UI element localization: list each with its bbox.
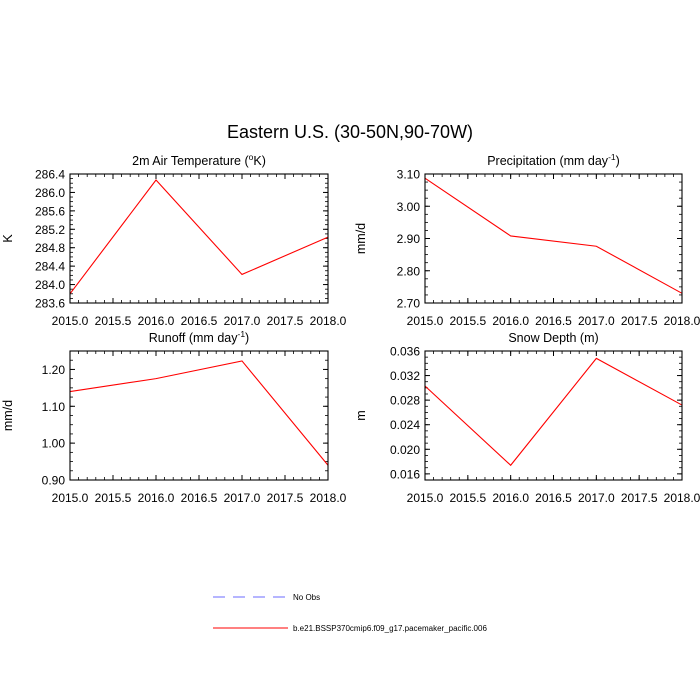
y-tick-label: 0.020 bbox=[389, 442, 420, 457]
y-tick-label: 0.036 bbox=[389, 344, 420, 359]
y-tick-label: 0.032 bbox=[389, 369, 420, 384]
panel-title bbox=[132, 152, 266, 168]
x-tick-label: 2015.5 bbox=[449, 314, 487, 328]
panel-title bbox=[508, 331, 598, 345]
y-tick-label: 3.10 bbox=[396, 167, 420, 182]
y-tick-label: 2.90 bbox=[396, 232, 420, 246]
y-tick-label: 286.4 bbox=[34, 167, 65, 182]
x-tick-label: 2015.0 bbox=[406, 491, 444, 505]
x-tick-label: 2017.0 bbox=[577, 314, 615, 328]
x-tick-label: 2015.0 bbox=[406, 314, 444, 328]
x-tick-label: 2017.5 bbox=[620, 491, 658, 505]
y-tick-label: 285.2 bbox=[34, 222, 65, 237]
panel-title-text: Snow Depth (m) bbox=[508, 331, 599, 345]
x-tick-label: 2018.0 bbox=[663, 314, 700, 328]
y-axis-label: m bbox=[354, 410, 368, 421]
y-tick-label: 0.90 bbox=[41, 473, 65, 488]
x-tick-label: 2018.0 bbox=[309, 314, 347, 328]
x-tick-label: 2017.0 bbox=[577, 491, 615, 505]
y-axis-label: K bbox=[1, 234, 15, 243]
y-tick-label: 1.20 bbox=[41, 362, 65, 377]
panel-title-text: Runoff (mm day bbox=[148, 331, 238, 345]
x-tick-label: 2016.0 bbox=[137, 314, 175, 328]
x-tick-label: 2017.0 bbox=[223, 491, 261, 505]
panel-title-superscript: -1 bbox=[237, 329, 246, 339]
panel-title-text: Precipitation (mm day bbox=[487, 154, 609, 168]
y-tick-label: 0.024 bbox=[389, 418, 420, 433]
panel-title-text: 2m Air Temperature ( bbox=[132, 154, 249, 168]
y-tick-label: 284.0 bbox=[34, 278, 65, 293]
x-tick-label: 2016.5 bbox=[180, 491, 218, 505]
x-tick-label: 2018.0 bbox=[663, 491, 700, 505]
x-tick-label: 2017.5 bbox=[266, 491, 304, 505]
panel-title-tail: ) bbox=[245, 331, 250, 345]
panel-title-superscript: -1 bbox=[608, 152, 616, 162]
x-tick-label: 2015.0 bbox=[51, 491, 89, 505]
x-tick-label: 2017.5 bbox=[620, 314, 658, 328]
y-tick-label: 284.8 bbox=[34, 241, 65, 256]
y-tick-label: 284.4 bbox=[34, 259, 65, 274]
y-tick-label: 286.0 bbox=[34, 185, 65, 200]
figure-title: Eastern U.S. (30-50N,90-70W) bbox=[226, 122, 474, 142]
x-tick-label: 2016.5 bbox=[180, 314, 218, 328]
y-axis-label: mm/d bbox=[354, 222, 368, 255]
y-tick-label: 285.6 bbox=[34, 204, 65, 219]
y-tick-label: 2.80 bbox=[396, 264, 420, 279]
y-tick-label: 0.016 bbox=[389, 467, 420, 482]
x-tick-label: 2016.0 bbox=[492, 491, 530, 505]
panel-title-superscript: o bbox=[248, 152, 254, 162]
x-tick-label: 2015.5 bbox=[449, 491, 487, 505]
x-tick-label: 2016.5 bbox=[535, 314, 572, 328]
panel-title-tail: K) bbox=[253, 154, 266, 168]
y-tick-label: 2.70 bbox=[396, 296, 420, 311]
x-tick-label: 2018.0 bbox=[309, 491, 347, 505]
panel-title bbox=[487, 152, 620, 168]
panel-title bbox=[149, 329, 249, 345]
x-tick-label: 2015.5 bbox=[94, 314, 132, 328]
x-tick-label: 2016.5 bbox=[535, 491, 572, 505]
legend-label: No Obs bbox=[293, 593, 321, 602]
x-tick-label: 2016.0 bbox=[137, 491, 175, 505]
x-tick-label: 2015.0 bbox=[51, 314, 89, 328]
x-tick-label: 2017.0 bbox=[223, 314, 261, 328]
y-tick-label: 0.028 bbox=[389, 393, 420, 408]
y-tick-label: 1.00 bbox=[41, 436, 65, 451]
panel-title-tail: ) bbox=[615, 154, 620, 168]
y-tick-label: 1.10 bbox=[41, 399, 65, 414]
x-tick-label: 2015.5 bbox=[94, 491, 132, 505]
y-tick-label: 3.00 bbox=[396, 199, 420, 214]
x-tick-label: 2016.0 bbox=[492, 314, 530, 328]
y-tick-label: 283.6 bbox=[34, 296, 65, 311]
y-axis-label: mm/d bbox=[1, 399, 15, 432]
x-tick-label: 2017.5 bbox=[266, 314, 304, 328]
legend-label: b.e21.BSSP370cmip6.f09_g17.pacemaker_pacific.006 bbox=[293, 624, 487, 633]
